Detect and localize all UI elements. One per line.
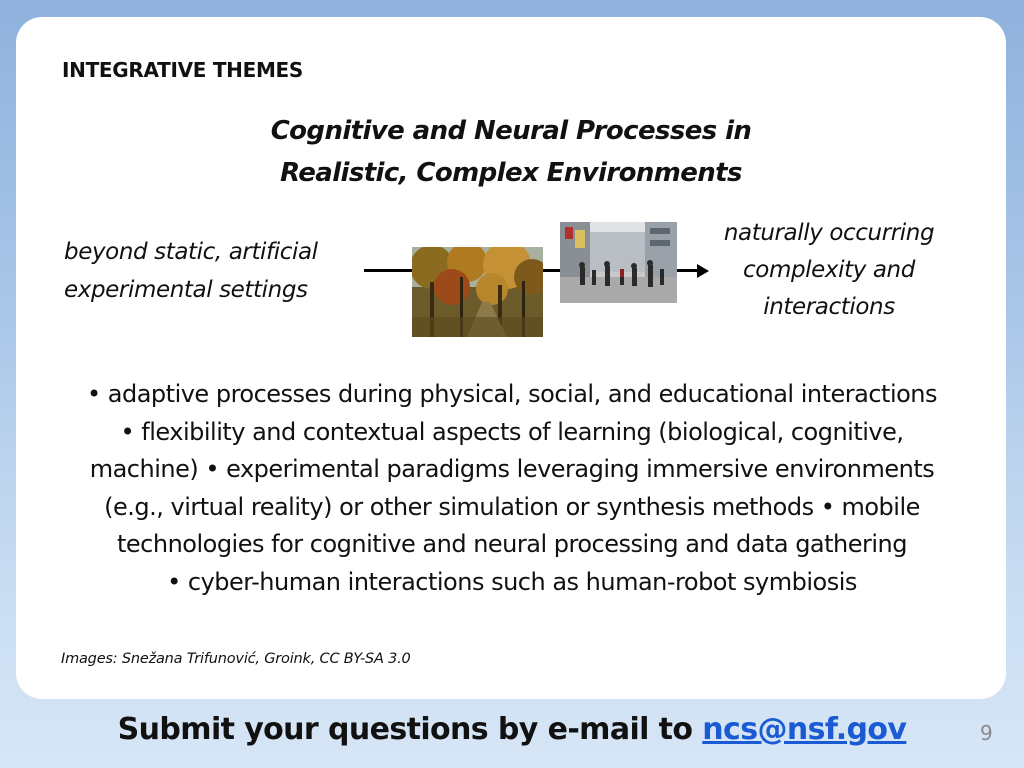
connector-line-left bbox=[364, 269, 414, 272]
email-link[interactable]: ncs@nsf.gov bbox=[702, 712, 907, 747]
bullet-line: • cyber-human interactions such as human-robot symbiosis bbox=[167, 567, 857, 596]
connector-line-middle bbox=[543, 269, 561, 272]
page-number: 9 bbox=[980, 721, 993, 745]
left-caption-line-2: experimental settings bbox=[64, 277, 308, 303]
bullet-line: technologies for cognitive and neural processing and data gathering bbox=[116, 530, 907, 558]
bullet-line: machine) • experimental paradigms leveraging immersive environments bbox=[89, 455, 935, 483]
slide-title bbox=[200, 110, 822, 194]
bullet-line: • flexibility and contextual aspects of learning (biological, cognitive, bbox=[120, 417, 904, 446]
footer-submit-line bbox=[0, 712, 1024, 747]
section-label: INTEGRATIVE THEMES bbox=[62, 58, 304, 82]
right-caption-line-2: complexity and bbox=[743, 257, 915, 283]
left-caption bbox=[64, 233, 364, 309]
right-caption bbox=[698, 215, 960, 326]
bullet-line: (e.g., virtual reality) or other simulation or synthesis methods • mobile bbox=[104, 492, 920, 521]
title-line-1: Cognitive and Neural Processes in bbox=[270, 116, 752, 146]
bullet-line: • adaptive processes during physical, social, and educational interactions bbox=[86, 380, 938, 408]
image-credit: Images: Snežana Trifunović, Groink, CC BY-SA 3.0 bbox=[61, 651, 411, 667]
bullet-paragraph bbox=[42, 376, 982, 601]
forest-photo bbox=[412, 247, 543, 337]
city-street-photo bbox=[560, 222, 677, 303]
right-caption-line-3: interactions bbox=[763, 294, 895, 320]
title-line-2: Realistic, Complex Environments bbox=[280, 158, 742, 188]
connector-line-right bbox=[677, 269, 699, 272]
right-caption-line-1: naturally occurring bbox=[723, 220, 935, 246]
left-caption-line-1: beyond static, artificial bbox=[64, 239, 318, 265]
footer-prefix: Submit your questions by e-mail to bbox=[117, 712, 703, 747]
